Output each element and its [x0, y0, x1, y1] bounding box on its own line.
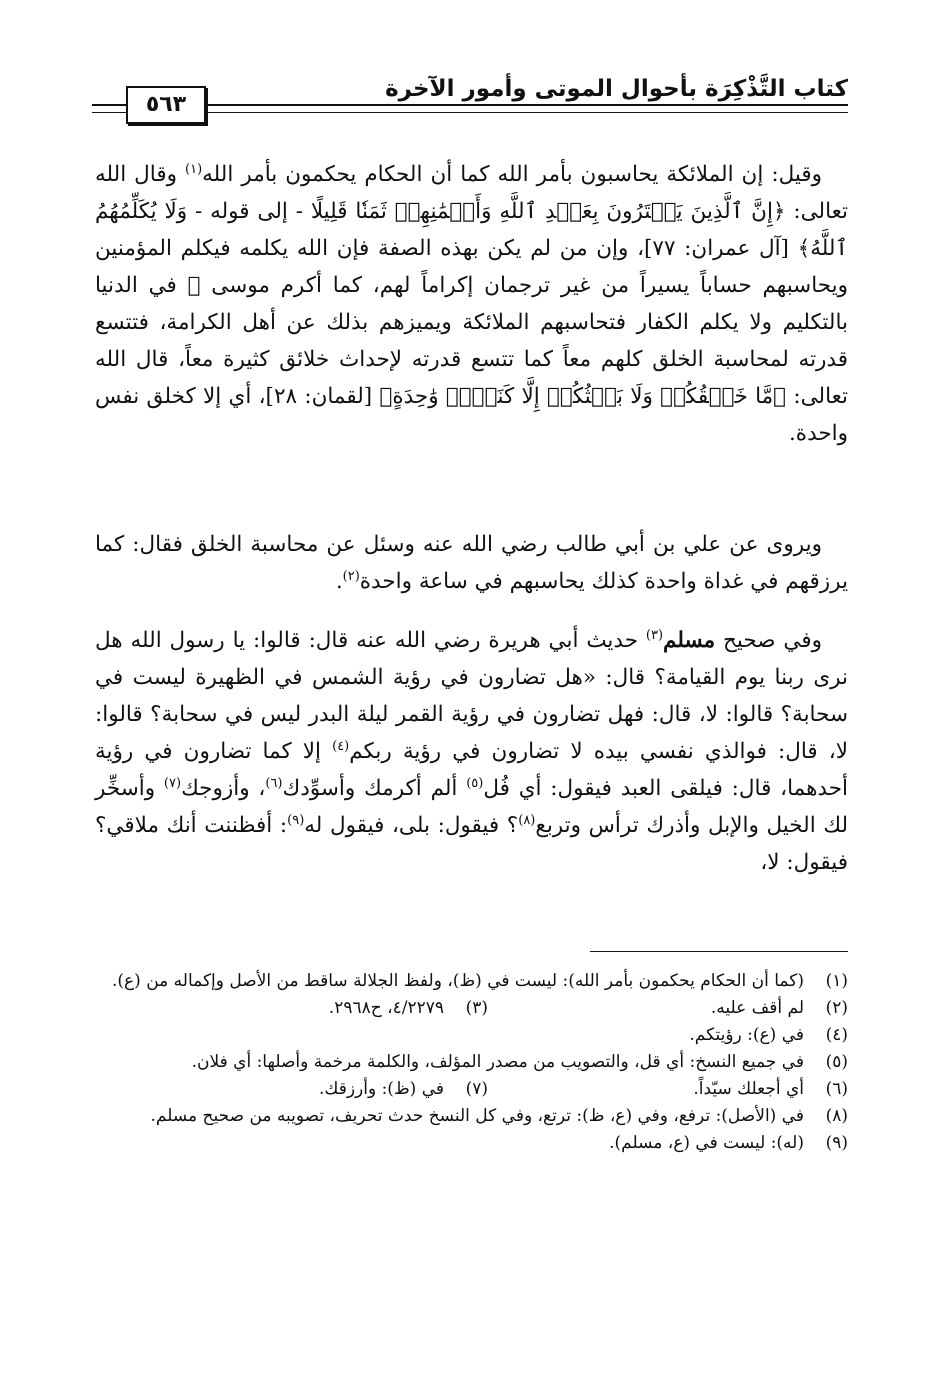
- footnote-text: (كما أن الحكام يحكمون بأمر الله): ليست في (ظ)، ولفظ الجلالة ساقط من الأصل وإكماله من (ع).: [112, 971, 804, 991]
- paragraph-text: .: [335, 569, 343, 594]
- footnote-text: في (ظ): وأرزقك.: [318, 1079, 444, 1099]
- footnote-number: (٩): [825, 1133, 848, 1153]
- footnote-ref: (٧): [163, 775, 182, 791]
- paragraph-ali-narration: [95, 526, 848, 600]
- paragraph-text: وقال الله تعالى: ﴿إِنَّ ٱلَّذِينَ يَشۡتَرُونَ بِعَهۡدِ ٱللَّهِ وَأَيۡمَٰنِهِمۡ ثَمَنٗا قَلِيلًا - إلى قوله - وَلَا يُكَلِّمُهُمُ ٱللَّهُ﴾ [آل عمران: ٧٧]، وإن من لم يكن بهذه الصفة فإن الله يكلمه فيكلم المؤمنين ويحاسبهم حساباً يسيراً من غير ترجمان إكراماً لهم، كما أكرم موسى ﷺ في الدنيا بالتكليم ولا يكلم الكفار فتحاسبهم الملائكة ويميزهم بذلك عن أهل الكرامة، فتتسع قدرته لمحاسبة الخلق كلهم معاً كما تتسع قدرته لإحداث خلائق كثيرة معاً، قال الله تعالى: ﴿مَّا خَلۡقُكُمۡ وَلَا بَعۡثُكُمۡ إِلَّا كَنَفۡسٖ وَٰحِدَةٍ﴾ [لقمان: ٢٨]، أي إلا كخلق نفس واحدة.: [95, 162, 848, 446]
- paragraph-text: ، وأزوجك: [181, 776, 266, 801]
- footnote-text: ٤/٢٢٧٩، ح٢٩٦٨.: [328, 998, 444, 1018]
- footnote-ref: (٨): [518, 812, 536, 828]
- footnote-ref: (١): [185, 161, 203, 177]
- footnote-text: في (الأصل): ترفع، وفي (ع، ظ): ترتع، وفي كل النسخ حدث تحريف، تصويبه من صحيح مسلم.: [150, 1106, 804, 1126]
- footnote-number: (٢): [825, 998, 848, 1018]
- running-header-title: كتاب التَّذْكِرَة بأحوال الموتى وأمور الآخرة: [385, 76, 848, 102]
- footnote-number: (٧): [465, 1079, 488, 1099]
- footnote-text: في جميع النسخ: أي قل، والتصويب من مصدر المؤلف، والكلمة مرخمة وأصلها: أي فلان.: [191, 1052, 804, 1072]
- footnotes: [95, 968, 848, 1157]
- source-name-muslim: مسلم: [663, 628, 716, 653]
- footnote-7: [128, 1076, 488, 1103]
- footnote-separator: [590, 951, 848, 952]
- footnote-ref: (٣): [645, 627, 664, 643]
- footnote-4: [95, 1022, 848, 1049]
- paragraph-text: وفي صحيح: [715, 628, 823, 653]
- footnote-text: أي أجعلك سيّداً.: [693, 1079, 804, 1099]
- paragraph-text: ؟ فيقول: بلى، فيقول له: [304, 813, 519, 838]
- footnote-number: (٨): [825, 1106, 848, 1126]
- paragraph-text: حديث أبي هريرة رضي الله عنه قال: قالوا: يا رسول الله هل نرى ربنا يوم القيامة؟ قال: «هل تضارون في رؤية الشمس في الظهيرة ليست في سحابة؟ قالوا: لا، قال: فهل تضارون في رؤية القمر ليلة البدر ليس في سحابة؟ قالوا: لا، قال: فوالذي نفسي بيده لا تضارون في رؤية ربكم: [95, 628, 848, 764]
- footnote-number: (٥): [825, 1052, 848, 1072]
- paragraph-text: وأسخِّر لك الخيل والإبل وأذرك ترأس وتربع: [95, 776, 848, 838]
- paragraph-text: وقيل: إن الملائكة يحاسبون بأمر الله كما أن الحكام يحكمون بأمر الله: [202, 162, 822, 187]
- footnote-ref: (٤): [332, 738, 350, 754]
- footnote-6: [488, 1076, 848, 1103]
- footnote-number: (٦): [825, 1079, 848, 1099]
- footnote-3: [128, 995, 488, 1022]
- footnote-row-6-7: [95, 1076, 848, 1103]
- footnote-1: [95, 968, 848, 995]
- footnote-ref: (٩): [287, 812, 305, 828]
- paragraph-text: إلا كما تضارون في رؤية أحدهما، قال: فيلقى العبد فيقول: أي فُل: [95, 739, 848, 801]
- footnote-ref: (٥): [466, 775, 484, 791]
- paragraph-sahih-muslim-hadith: [95, 622, 848, 881]
- footnote-number: (١): [825, 971, 848, 991]
- paragraph-text: : أفظننت أنك ملاقي؟ فيقول: لا،: [95, 813, 848, 875]
- footnote-5: [95, 1049, 848, 1076]
- footnote-2: [488, 995, 848, 1022]
- footnote-text: (له): ليست في (ع، مسلم).: [609, 1133, 804, 1153]
- footnote-8: [95, 1103, 848, 1130]
- paragraph-angels-reckoning: [95, 156, 848, 452]
- footnote-number: (٣): [465, 998, 488, 1018]
- footnote-9: [95, 1130, 848, 1157]
- footnote-ref: (٦): [265, 775, 283, 791]
- footnote-text: في (ع): رؤيتكم.: [689, 1025, 804, 1045]
- page-number: ٥٦٣: [126, 86, 206, 124]
- paragraph-text: ويروى عن علي بن أبي طالب رضي الله عنه وسئل عن محاسبة الخلق فقال: كما يرزقهم في غداة واحدة كذلك يحاسبهم في ساعة واحدة: [95, 532, 848, 594]
- paragraph-text: ألم أكرمك وأسوِّدك: [282, 776, 467, 801]
- footnote-ref: (٢): [342, 568, 360, 584]
- footnote-row-2-3: [95, 995, 848, 1022]
- footnote-text: لم أقف عليه.: [710, 998, 804, 1018]
- footnote-number: (٤): [825, 1025, 848, 1045]
